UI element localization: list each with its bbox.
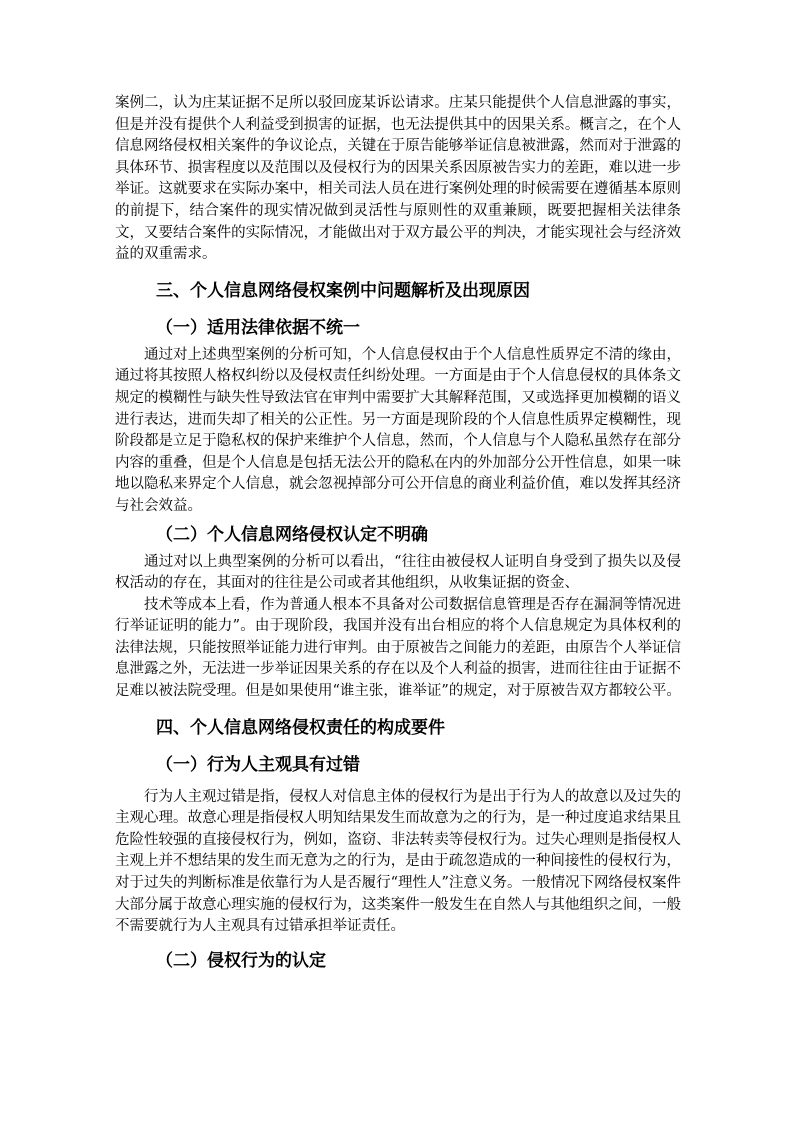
section-heading-4: 四、个人信息网络侵权责任的构成要件 — [156, 717, 445, 738]
subsection-heading-3-2: （二）个人信息网络侵权认定不明确 — [156, 524, 428, 545]
paragraph-infringement-part1: 通过对以上典型案例的分析可以看出，“往往由被侵权人证明自身受到了损失以及侵权活动的存在，其面对的往往是公司或者其他组织，从收集证据的资金、 — [115, 553, 681, 592]
paragraph-law-basis: 通过对上述典型案例的分析可知，个人信息侵权由于个人信息性质界定不清的缘由，通过将其按照人格权纠纷以及侵权责任纠纷处理。一方面是由于个人信息侵权的具体条文规定的模糊性与缺失性导致法官在审判中需要扩大其解释范围，又或选择更加模糊的语义进行表达，进而失却了相关的公正性。另一方面是现阶段的个人信息性质界定模糊性，现阶段都是立足于隐私权的保护来维护个人信息，然而，个人信息与个人隐私虽然存在部分内容的重叠，但是个人信息是包括无法公开的隐私在内的外加部分公开性信息，如果一味地以隐私来界定个人信息，就会忽视掉部分可公开信息的商业利益价值，难以发挥其经济与社会效益。 — [115, 346, 681, 514]
subsection-heading-4-1: （一）行为人主观具有过错 — [156, 754, 360, 775]
paragraph-subjective-fault: 行为人主观过错是指，侵权人对信息主体的侵权行为是出于行为人的故意以及过失的主观心理。故意心理是指侵权人明知结果发生而故意为之的行为，是一种过度追求结果且危险性较强的直接侵权行为，例如，盗窃、非法转卖等侵权行为。过失心理则是指侵权人主观上并不想结果的发生而无意为之的行为，是由于疏忽造成的一种间接性的侵权行为，对于过失的判断标准是依靠行为人是否履行“理性人”注意义务。一般情况下网络侵权案件大部分属于故意心理实施的侵权行为，这类案件一般发生在自然人与其他组织之间，一般不需要就行为人主观具有过错承担举证责任。 — [115, 788, 681, 935]
paragraph-infringement-part2: 技术等成本上看，作为普通人根本不具备对公司数据信息管理是否存在漏洞等情况进行举证证明的能力”。由于现阶段，我国并没有出台相应的将个人信息规定为具体权利的法律法规，只能按照举证能力进行审判。由于原被告之间能力的差距，由原告个人举证信息泄露之外，无法进一步举证因果关系的存在以及个人利益的损害，进而往往由于证据不足难以被法院受理。但是如果使用“谁主张，谁举证”的规定，对于原被告双方都较公平。 — [115, 596, 681, 700]
section-heading-3: 三、个人信息网络侵权案例中问题解析及出现原因 — [156, 280, 530, 301]
subsection-heading-3-1: （一）适用法律依据不统一 — [156, 317, 360, 338]
subsection-heading-4-2: （二）侵权行为的认定 — [156, 950, 326, 971]
paragraph-case-two: 案例二，认为庄某证据不足所以驳回庞某诉讼请求。庄某只能提供个人信息泄露的事实，但是并没有提供个人利益受到损害的证据，也无法提供其中的因果关系。概言之，在个人信息网络侵权相关案件的争议论点，关键在于原告能够举证信息被泄露，然而对于泄露的具体环节、损害程度以及范围以及侵权行为的因果关系因原被告实力的差距，难以进一步举证。这就要求在实际办案中，相关司法人员在进行案例处理的时候需要在遵循基本原则的前提下，结合案件的现实情况做到灵活性与原则性的双重兼顾，既要把握相关法律条文，又要结合案件的实际情况，才能做出对于双方最公平的判决，才能实现社会与经济效益的双重需求。 — [115, 95, 681, 263]
